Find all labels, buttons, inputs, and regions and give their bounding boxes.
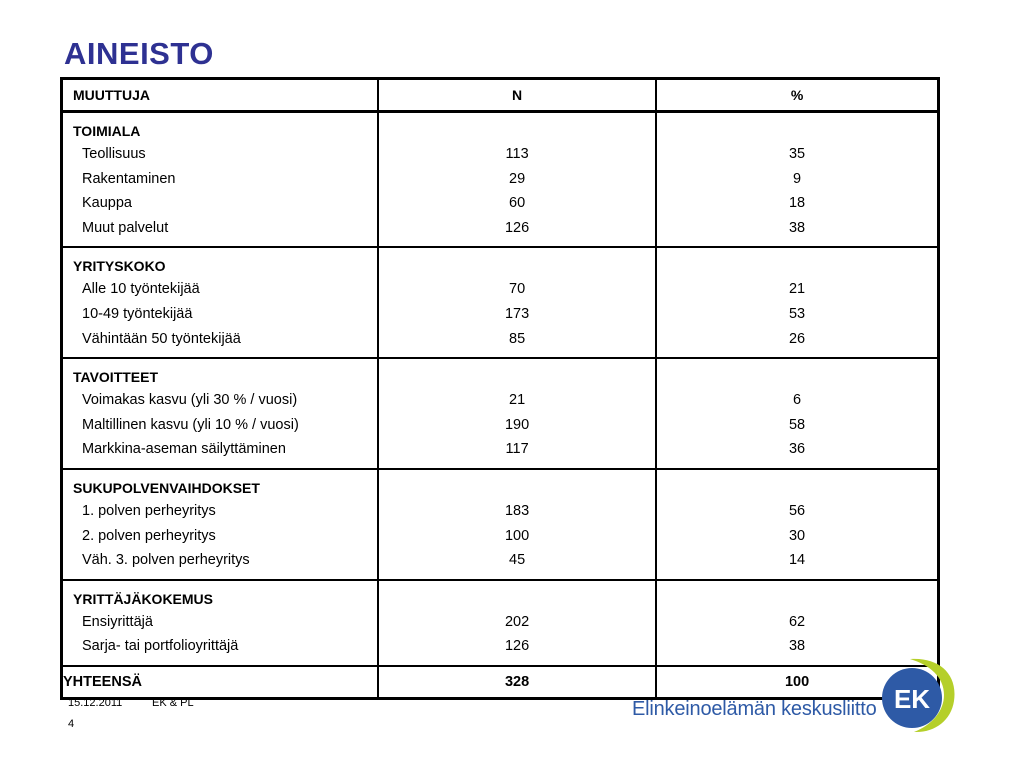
row-n: 100 bbox=[504, 527, 530, 544]
row-pct: 38 bbox=[788, 219, 806, 236]
row-label: Väh. 3. polven perheyritys bbox=[82, 552, 250, 569]
row-label: 10-49 työntekijää bbox=[82, 305, 193, 322]
group-n-cell bbox=[378, 580, 656, 666]
row-pct: 56 bbox=[788, 502, 806, 519]
page-title: AINEISTO bbox=[64, 36, 214, 71]
group-n-cell bbox=[378, 358, 656, 469]
header-variable-label: MUUTTUJA bbox=[73, 87, 150, 103]
row-label: Rakentaminen bbox=[82, 170, 176, 187]
row-n: 21 bbox=[509, 392, 526, 409]
row-label: Kauppa bbox=[82, 195, 132, 212]
row-n: 45 bbox=[509, 552, 526, 569]
header-pct: % bbox=[656, 79, 938, 112]
row-pct: 35 bbox=[788, 146, 806, 162]
total-label: YHTEENSÄ bbox=[62, 666, 379, 699]
group-labels-cell bbox=[62, 469, 379, 580]
row-n: 29 bbox=[509, 170, 526, 187]
row-pct: 6 bbox=[793, 392, 802, 409]
data-table bbox=[60, 77, 940, 700]
row-n: 70 bbox=[509, 281, 526, 298]
row-pct: 62 bbox=[788, 613, 806, 630]
group-title: TOIMIALA bbox=[73, 123, 141, 139]
footer-org: EK & PL bbox=[152, 697, 194, 709]
total-n: 328 bbox=[378, 666, 656, 699]
group-pct-cell bbox=[656, 580, 938, 666]
row-label: Maltillinen kasvu (yli 10 % / vuosi) bbox=[82, 416, 299, 433]
group-pct-cell bbox=[656, 469, 938, 580]
table-group-4 bbox=[62, 580, 939, 666]
row-label: Markkina-aseman säilyttäminen bbox=[82, 441, 286, 458]
row-label: Sarja- tai portfolioyrittäjä bbox=[82, 638, 239, 655]
group-n-cell bbox=[378, 469, 656, 580]
group-pct-cell bbox=[656, 358, 938, 469]
row-n: 190 bbox=[504, 416, 530, 433]
header-variable bbox=[62, 79, 379, 112]
group-labels-cell bbox=[62, 358, 379, 469]
group-pct-cell bbox=[656, 112, 938, 248]
logo-text: EK bbox=[893, 684, 931, 714]
row-n: 85 bbox=[509, 330, 526, 347]
row-n: 202 bbox=[504, 613, 530, 630]
group-labels-cell bbox=[62, 247, 379, 358]
table-group-0 bbox=[62, 112, 939, 248]
group-title: SUKUPOLVENVAIHDOKSET bbox=[73, 479, 260, 496]
row-label: Ensiyrittäjä bbox=[82, 613, 153, 630]
group-title: YRITYSKOKO bbox=[73, 258, 166, 275]
row-n: 60 bbox=[509, 195, 526, 212]
row-n: 117 bbox=[505, 441, 529, 458]
brand-name: Elinkeinoelämän keskusliitto bbox=[632, 698, 877, 720]
group-title: YRITTÄJÄKOKEMUS bbox=[73, 590, 214, 607]
footer-date: 15.12.2011 bbox=[68, 697, 123, 709]
row-pct: 30 bbox=[788, 527, 806, 544]
row-pct: 18 bbox=[788, 195, 806, 212]
row-label: Alle 10 työntekijää bbox=[82, 281, 200, 298]
row-label: 1. polven perheyritys bbox=[82, 502, 216, 519]
header-n: N bbox=[378, 79, 656, 112]
group-pct-cell bbox=[656, 247, 938, 358]
row-pct: 9 bbox=[793, 170, 802, 187]
total-pct: 100 bbox=[656, 666, 938, 699]
ek-logo-icon bbox=[880, 655, 956, 733]
row-pct: 26 bbox=[788, 330, 806, 347]
row-n: 173 bbox=[504, 305, 530, 322]
row-pct: 36 bbox=[788, 441, 806, 458]
table-header-row bbox=[62, 79, 939, 112]
row-label: Muut palvelut bbox=[82, 219, 169, 236]
table-group-3 bbox=[62, 469, 939, 580]
row-pct: 53 bbox=[788, 305, 806, 322]
row-pct: 38 bbox=[788, 638, 806, 655]
group-title: TAVOITTEET bbox=[73, 369, 159, 386]
group-labels-cell bbox=[62, 112, 379, 248]
table-group-1 bbox=[62, 247, 939, 358]
group-labels-cell bbox=[62, 580, 379, 666]
row-n: 183 bbox=[504, 502, 530, 519]
group-n-cell bbox=[378, 112, 656, 248]
row-label: Vähintään 50 työntekijää bbox=[82, 330, 241, 347]
row-pct: 14 bbox=[788, 552, 806, 569]
row-label: Teollisuus bbox=[82, 146, 146, 162]
total-row bbox=[62, 666, 939, 699]
group-n-cell bbox=[378, 247, 656, 358]
row-n: 126 bbox=[504, 219, 530, 236]
row-label: 2. polven perheyritys bbox=[82, 527, 216, 544]
row-n: 113 bbox=[505, 146, 529, 162]
table-group-2 bbox=[62, 358, 939, 469]
row-label: Voimakas kasvu (yli 30 % / vuosi) bbox=[82, 392, 298, 409]
row-pct: 58 bbox=[788, 416, 806, 433]
page-number: 4 bbox=[68, 718, 75, 730]
row-n: 126 bbox=[504, 638, 530, 655]
row-pct: 21 bbox=[788, 281, 806, 298]
